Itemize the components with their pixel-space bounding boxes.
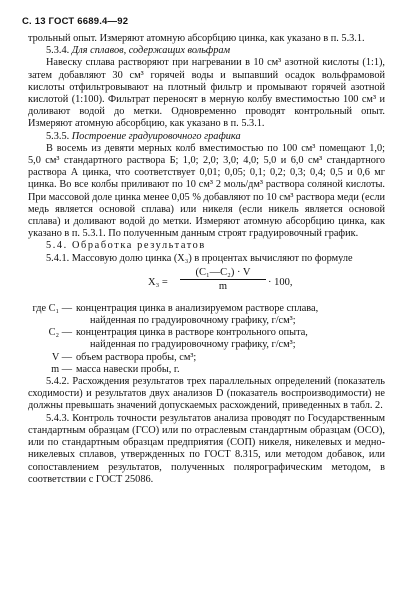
- section-heading-5-4: 5.4. Обработка результатов: [46, 240, 206, 252]
- paragraph-continuation: трольный опыт. Измеряют атомную абсорбцию цинка, как указано в п. 5.3.1.: [28, 33, 365, 44]
- formula-rhs: · 100,: [268, 276, 293, 288]
- definition-item: [28, 352, 385, 364]
- definition-continuation: найденная по градуировочному графику, г/см³;: [90, 339, 296, 351]
- definition-continuation: найденная по градуировочному графику, г/см³;: [90, 315, 296, 327]
- definition-text: масса навески пробы, г.: [76, 363, 180, 375]
- paragraph-5-4-3: 5.4.3. Контроль точности результатов анализа проводят по Государственным стандартным образцам (ГСО) или по отраслевым стандартным образцам (ОСО), или по стандартным образцам предприятия (СОП) никеля, никелевых и медно-никелевых сплавов, утвержденных по ГОСТ 8.315, или методом добавок, или сопоставлением результатов, полученных полярографическим методом, в соответствии с ГОСТ 25086.: [28, 412, 385, 485]
- section-number: 5.3.4.: [46, 45, 70, 57]
- definition-text: концентрация цинка в растворе контрольного опыта,: [76, 327, 308, 339]
- section-title: Для сплавов, содержащих вольфрам: [71, 45, 231, 57]
- formula-numerator: (C₁—C₂) · V: [180, 267, 266, 280]
- definitions-prefix: где: [32, 302, 47, 314]
- definition-item: [28, 327, 385, 351]
- section-heading-5-3-5: [28, 131, 385, 143]
- section-title: Построение градуировочного графика: [71, 130, 241, 142]
- formula-x3: [28, 267, 385, 301]
- definitions-list: [28, 303, 385, 376]
- formula-lhs: X₃ =: [148, 276, 168, 288]
- formula-denominator: m: [218, 280, 228, 292]
- formula-fraction: [180, 267, 266, 292]
- definition-symbol: C₁ —: [48, 302, 72, 314]
- definition-symbol: m —: [51, 363, 72, 375]
- paragraph-tungsten: Навеску сплава растворяют при нагревании в 10 см³ азотной кислоты (1:1), затем добавляют 30 см³ горячей воды и выпавший осадок вольфрамовой кислоты отфильтровывают на плотный фильтр и промывают горячей азотной кислотой (1:100). Фильтрат переносят в мерную колбу вместимостью 100 см³ и доливают водой до метки. Одновременно проводят контрольный опыт. Измеряют атомную абсорбцию, как указано в п. 5.3.1.: [28, 57, 385, 130]
- definition-symbol: C₂ —: [48, 327, 72, 339]
- section-heading-5-3-4: [28, 45, 385, 57]
- definition-item: [28, 303, 385, 327]
- definition-item: [28, 364, 385, 376]
- definition-symbol: V —: [51, 351, 72, 363]
- paragraph-5-4-1: 5.4.1. Массовую долю цинка (X₃) в процентах вычисляют по формуле: [46, 252, 353, 264]
- page-header: С. 13 ГОСТ 6689.4—92: [22, 16, 129, 27]
- paragraph-5-4-2: 5.4.2. Расхождения результатов трех параллельных определений (показатель сходимости) и результатов двух анализов D (показатель воспроизводимости) не должны превышать значений допускаемых расхождений, приведенных в табл. 2.: [28, 376, 385, 412]
- definition-text: концентрация цинка в анализируемом растворе сплава,: [76, 302, 319, 314]
- paragraph-calibration: В восемь из девяти мерных колб вместимостью по 100 см³ помещают 1,0; 5,0 см³ стандартного раствора Б; 1,0; 2,0; 3,0; 4,0; 5,0 и 6,0 см³ стандартного раствора А цинка, что соответствует 0,01; 0,05; 0,1; 0,2; 0,3; 0,4; 0,5 и 0,6 мг цинка. Во все колбы приливают по 10 см³ 2 моль/дм³ раствора соляной кислоты. При массовой доле цинка менее 0,05 % добавляют по 10 см³ раствора меди (если медь является основой сплава) или никеля (если никель является основой сплава) и доливают водой до метки. Измеряют атомную абсорбцию цинка, как указано в п. 5.3.1. По полученным данным строят градуировочный график.: [28, 142, 385, 240]
- section-number: 5.3.5.: [46, 130, 70, 142]
- definition-text: объем раствора пробы, см³;: [76, 351, 197, 363]
